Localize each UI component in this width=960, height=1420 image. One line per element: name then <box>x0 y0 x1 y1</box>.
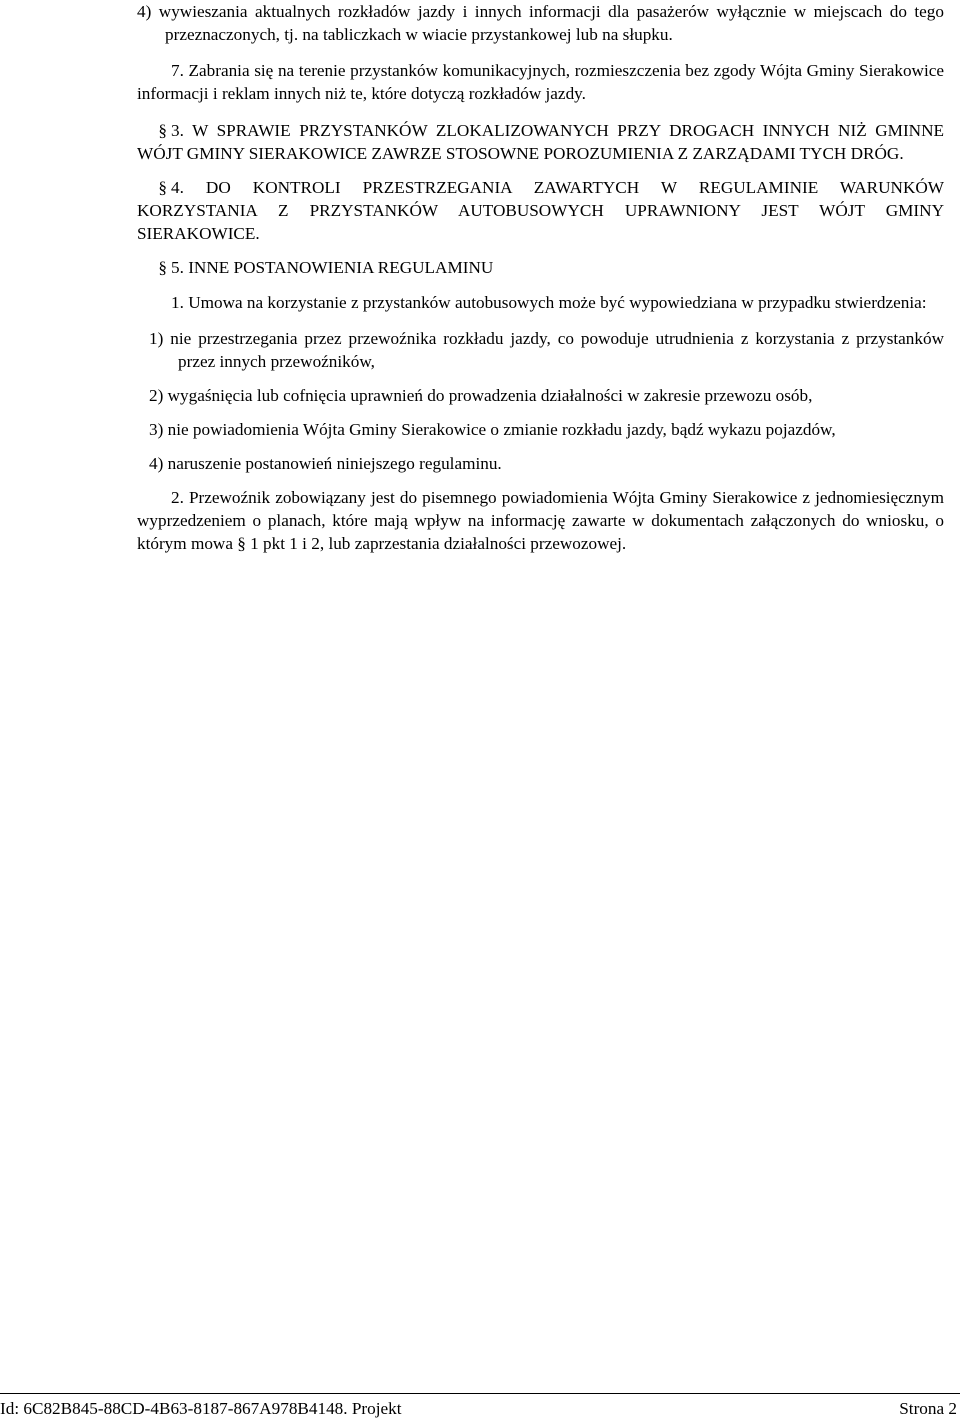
list-item: 3) nie powiadomienia Wójta Gminy Sierakowice o zmianie rozkładu jazdy, bądź wykazu pojazdów, <box>149 420 836 439</box>
paragraph-1: 1. Umowa na korzystanie z przystanków autobusowych może być wypowiedziana w przypadku stwierdzenia: <box>171 293 927 312</box>
footer-rule <box>0 1393 960 1394</box>
footer-document-id: Id: 6C82B845-88CD-4B63-8187-867A978B4148. Projekt <box>0 1399 402 1418</box>
list-item-4-display: 4) wywieszania aktualnych rozkładów jazdy i innych informacji dla pasażerów wyłącznie w miejscach do tego przeznaczonych, tj. na tabliczkach w wiacie przystankowej lub na słupku. <box>137 2 944 44</box>
section-4 <box>137 176 944 245</box>
list-item: 2) wygaśnięcia lub cofnięcia uprawnień do prowadzenia działalności w zakresie przewozu osób, <box>149 386 813 405</box>
document-body <box>137 0 944 555</box>
section-4-heading: 4. DO KONTROLI PRZESTRZEGANIA ZAWARTYCH W REGULAMINIE WARUNKÓW KORZYSTANIA Z PRZYSTANKÓW AUTOBUSOWYCH UPRAWNIONY JEST WÓJT GMINY SIERAKOWICE. <box>137 178 944 243</box>
list-item: 1) nie przestrzegania przez przewoźnika rozkładu jazdy, co powoduje utrudnienia z korzystania z przystanków przez innych przewoźników, <box>149 329 944 371</box>
section-symbol: § <box>158 178 167 197</box>
section-symbol: § <box>158 121 167 140</box>
footer-page-number: Strona 2 <box>899 1399 957 1418</box>
section-5 <box>137 256 944 279</box>
section-symbol: § <box>158 258 167 277</box>
section-5-heading: 5. INNE POSTANOWIENIA REGULAMINU <box>171 258 494 277</box>
section-3-heading: 3. W SPRAWIE PRZYSTANKÓW ZLOKALIZOWANYCH PRZY DROGACH INNYCH NIŻ GMINNE WÓJT GMINY SIERAKOWICE ZAWRZE STOSOWNE POROZUMIENIA Z ZARZĄDAMI TYCH DRÓG. <box>137 121 944 163</box>
list-item: 4) naruszenie postanowień niniejszego regulaminu. <box>149 454 502 473</box>
paragraph-2: 2. Przewoźnik zobowiązany jest do pisemnego powiadomienia Wójta Gminy Sierakowice z jednomiesięcznym wyprzedzeniem o planach, które mają wpływ na informację zawarte w dokumentach załączonych do wniosku, o którym mowa § 1 pkt 1 i 2, lub zaprzestania działalności przewozowej. <box>137 488 944 553</box>
paragraph-7: 7. Zabrania się na terenie przystanków komunikacyjnych, rozmieszczenia bez zgody Wójta Gminy Sierakowice informacji i reklam innych niż te, które dotyczą rozkładów jazdy. <box>137 61 944 103</box>
section-3 <box>137 119 944 165</box>
